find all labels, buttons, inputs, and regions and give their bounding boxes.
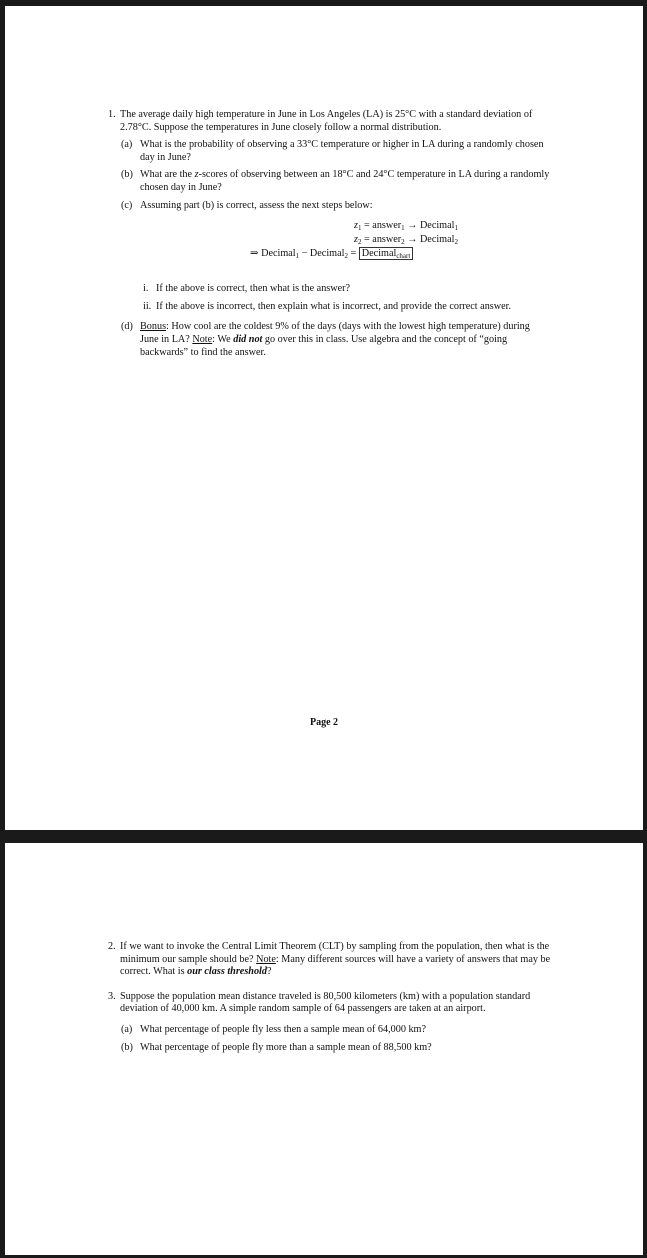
eq-variable: z	[354, 234, 358, 246]
question-3	[108, 991, 551, 1054]
part-label: (b)	[121, 169, 133, 181]
page-2-content	[108, 941, 551, 1063]
question-1b-text-pre: What are the	[140, 169, 195, 181]
question-1d-text-2: : We	[212, 333, 234, 345]
question-number: 2.	[108, 941, 116, 952]
question-3a-text: What percentage of people fly less then a sample mean of 64,000 km?	[140, 1023, 426, 1035]
equation-line-1	[354, 220, 458, 235]
z-variable: z	[194, 169, 199, 181]
bonus-label: Bonus	[140, 321, 167, 333]
document-page-1	[5, 6, 643, 830]
question-1a-text: What is the probability of observing a 33°C temperature or higher in LA during a randomly chosen day in June?	[140, 139, 544, 163]
part-label: (d)	[121, 321, 133, 333]
question-2-text-2: : Many different sources will have a variety of answers that may be correct. What is	[120, 953, 551, 978]
eq-text: = answer	[361, 220, 402, 232]
question-1a	[120, 139, 551, 164]
eq-variable: z	[354, 220, 358, 232]
eq-subscript: 1	[357, 224, 362, 233]
emphasis-text: did not	[233, 333, 263, 345]
part-label: (a)	[121, 1023, 133, 1035]
boxed-subscript: chart	[396, 252, 411, 261]
eq-subscript: 2	[344, 252, 348, 261]
question-number: 3.	[108, 990, 116, 1002]
question-1c-text: Assuming part (b) is correct, assess the next steps below:	[140, 199, 373, 211]
eq-subscript: 1	[295, 252, 300, 261]
eq-text: ⇒ Decimal	[250, 248, 296, 260]
boxed-result	[359, 247, 414, 260]
page-1-content	[108, 109, 551, 368]
eq-subscript: 2	[454, 238, 458, 247]
question-3b-text: What percentage of people fly more than a sample mean of 88,500 km?	[140, 1041, 432, 1053]
note-label: Note	[256, 953, 276, 965]
part-label: (c)	[121, 199, 133, 211]
note-label: Note	[192, 333, 213, 345]
question-2-text-1: If we want to invoke the Central Limit Theorem (CLT) by sampling from the population, then what is the minimum our sample should be?	[120, 941, 550, 965]
question-1b-text-post: -scores of observing between an 18°C and 24°C temperature in LA during a randomly chosen day in June?	[140, 169, 550, 193]
part-label: (a)	[121, 139, 133, 151]
eq-text: = answer	[361, 234, 402, 246]
question-number: 1.	[108, 109, 116, 120]
question-3-text: Suppose the population mean distance traveled is 80,500 kilometers (km) with a population standard deviation of 40,000 km. A simple random sample of 64 passengers are taken at an airport.	[120, 990, 531, 1015]
eq-text: − Decimal	[299, 248, 345, 260]
eq-subscript: 1	[401, 224, 405, 233]
eq-text: → Decimal	[404, 234, 455, 246]
question-1	[108, 109, 551, 359]
question-3a	[120, 1024, 551, 1037]
question-1d-text-3: go over this in class. Use algebra and the concept of “going backwards” to find the answer.	[140, 333, 508, 358]
question-2-text-3: ?	[266, 966, 272, 978]
question-1d	[120, 321, 551, 359]
question-2	[108, 941, 551, 979]
eq-subscript: 1	[454, 224, 458, 233]
question-1b	[120, 169, 551, 194]
question-1c-i-text: If the above is correct, then what is the answer?	[156, 283, 351, 295]
document-page-2	[5, 843, 643, 1255]
eq-subscript: 2	[357, 238, 362, 247]
equation-block	[140, 220, 551, 264]
eq-text: → Decimal	[404, 220, 455, 232]
page-number: Page 2	[309, 717, 339, 728]
roman-label: i.	[143, 283, 149, 295]
part-label: (b)	[121, 1041, 133, 1053]
question-3b	[120, 1042, 551, 1055]
equation-line-3	[250, 248, 413, 263]
question-1c	[120, 200, 551, 314]
question-1c-ii	[140, 301, 551, 314]
eq-text: =	[347, 248, 359, 260]
roman-label: ii.	[143, 300, 152, 312]
boxed-text: Decimal	[361, 248, 397, 260]
question-1c-ii-text: If the above is incorrect, then explain what is incorrect, and provide the correct answer.	[156, 300, 512, 312]
eq-subscript: 2	[401, 238, 405, 247]
question-1c-i	[140, 283, 551, 296]
emphasis-text: our class threshold	[187, 966, 267, 978]
question-1-text: The average daily high temperature in June in Los Angeles (LA) is 25°C with a standard deviation of 2.78°C. Suppose the temperatures in June closely follow a normal distribution.	[120, 109, 533, 133]
question-1d-text-1: : How cool are the coldest 9% of the days (days with the lowest high temperature) during June in LA?	[140, 321, 530, 345]
